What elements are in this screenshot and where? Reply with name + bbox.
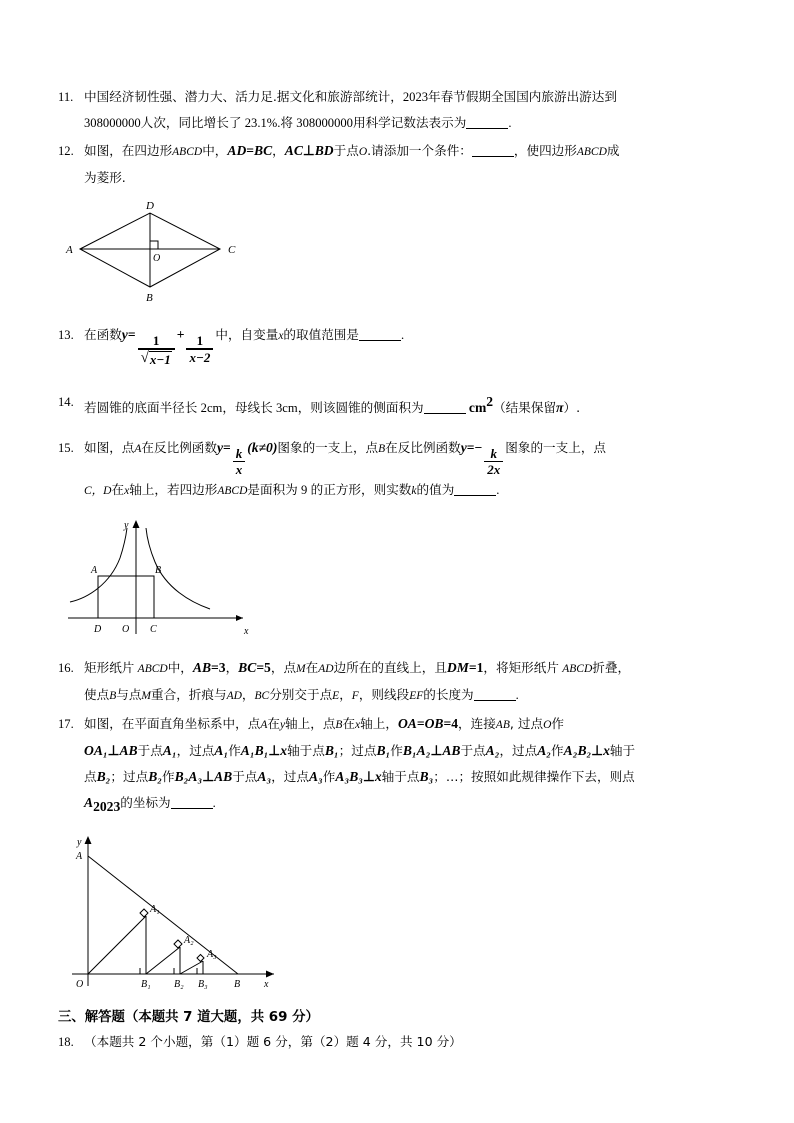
q15-y2: y [460, 439, 467, 455]
q15-y1: y [216, 439, 224, 455]
q17-perp-1: ⊥ [107, 743, 120, 759]
q17-l4-a: 的坐标为 [120, 795, 171, 811]
question-16 [58, 655, 738, 709]
q17-l1-f: ，连接 [458, 716, 496, 732]
q17-l2-i: 作 [551, 743, 564, 759]
q16-ab-lhs: AB [192, 660, 212, 676]
segment-oa1 [88, 916, 146, 974]
q11-number-1: 308000000 [84, 116, 141, 130]
q16-bc-lhs: BC [238, 660, 257, 676]
q16-text-f: 边所在的直线上，且 [333, 660, 447, 676]
q12-line2: 为菱形. [84, 170, 126, 185]
q17-l1-b: 在 [267, 716, 280, 732]
q15-condition: (k≠0) [247, 439, 278, 455]
q12-text-g: 成 [606, 143, 620, 158]
q15-fraction-1 [233, 447, 246, 478]
iterative-perpendiculars-figure [58, 826, 298, 991]
q17-l2-a: 于点 [137, 743, 163, 759]
question-14 [58, 389, 738, 421]
q13-plus: + [176, 327, 185, 342]
q17-l2-c: 作 [228, 743, 241, 759]
figure-12-label-D: D [146, 200, 154, 212]
figure-15-label-x: x [244, 626, 249, 638]
q11-number-2: 308000000 [296, 116, 353, 130]
q16-bc-eq: =5 [256, 660, 271, 676]
question-13 [58, 322, 738, 367]
q13-variable: x [278, 330, 284, 342]
q17-point-b: B [335, 719, 343, 732]
question-16-number: 16. [58, 661, 74, 676]
q16-answer-blank[interactable] [474, 687, 516, 701]
q17-l3-a: 点 [84, 769, 97, 785]
question-12-number: 12. [58, 144, 74, 158]
question-14-body [84, 389, 738, 421]
q12-text-e: .请添加一个条件： [367, 143, 472, 158]
q17-ob: OB [424, 716, 444, 732]
q14-slant: 3cm [276, 400, 298, 415]
right-angle-mark-b1 [140, 968, 146, 974]
q12-quad-2: ABCD [576, 146, 607, 158]
q17-point-a: A [260, 719, 268, 732]
q17-l2-x2: x [603, 743, 610, 759]
figure-17-label-x: x [264, 978, 269, 990]
figure-17-label-B2: B₂ [174, 978, 184, 990]
question-17-number: 17. [58, 717, 74, 732]
q18-text: （本题共 2 个小题，第（1）题 6 分，第（2）题 4 分，共 10 分） [84, 1033, 462, 1049]
q12-text-a: 如图，在四边形 [84, 143, 173, 158]
question-18-number: 18. [58, 1034, 74, 1049]
q16-point-e: E [332, 690, 340, 703]
q17-l2-f: 作 [390, 743, 403, 759]
q14-text-d: （结果保留 [493, 399, 557, 415]
q14-unit-exponent: 2 [486, 393, 494, 409]
q13-answer-blank[interactable] [359, 327, 401, 341]
question-11-number: 11. [58, 90, 74, 104]
figure-15-label-B: B [155, 565, 162, 577]
q12-eq1-lhs: AD [227, 143, 247, 158]
q16-side-ad: AD [318, 663, 334, 676]
q16-ab-eq: =3 [211, 660, 226, 676]
q16-line2-f: ， [339, 687, 352, 703]
figure-17-label-B: B [234, 978, 241, 990]
section-heading: 三、解答题（本题共 7 道大题，共 69 分） [58, 1009, 319, 1025]
q15-text-f: 在 [111, 482, 125, 498]
q17-perp-4: ⊥ [591, 743, 604, 759]
q17-oa1: OA₁ [84, 743, 108, 759]
q13-period: . [400, 328, 405, 342]
q11-text-a: 中国经济韧性强、潜力大、活力足.据文化和旅游部统计， [84, 89, 403, 104]
q17-a3: A₃ [257, 769, 272, 785]
q13-text-a: 在函数 [84, 327, 122, 342]
q16-text-h: 折叠， [592, 660, 631, 676]
q17-l3-perp-1: ⊥ [202, 769, 215, 785]
q15-point-b: B [378, 442, 386, 455]
q15-text-j: 的值为 [416, 482, 455, 498]
q15-eq1: = [223, 439, 231, 455]
figure-12-label-B: B [146, 292, 153, 304]
y-axis-arrow [85, 836, 92, 844]
q13-frac1-denominator [138, 350, 175, 367]
q17-eq2: =4 [443, 716, 459, 732]
q11-percent: 23.1%. [244, 116, 281, 130]
q15-eq2: = [466, 439, 475, 455]
q17-perp-3: ⊥ [430, 743, 443, 759]
q17-period: . [212, 796, 216, 811]
q17-l1-g: , 过点 [509, 716, 544, 732]
q16-dm-eq: =1 [468, 660, 484, 676]
q12-answer-blank[interactable] [472, 143, 514, 157]
figure-15-label-y: y [124, 520, 129, 532]
q17-a1b1: A₁B₁ [240, 743, 269, 759]
q17-point-o: O [543, 719, 552, 732]
q16-line2-a: 使点 [84, 687, 110, 703]
figure-17-wrapper [58, 826, 738, 996]
q17-l2-g: 于点 [460, 743, 486, 759]
q16-period: . [515, 688, 519, 703]
q17-l3-b: ；过点 [110, 769, 149, 785]
figure-17-label-B3: B₃ [198, 978, 208, 990]
q15-fraction-2 [484, 447, 503, 478]
figure-15-label-C: C [150, 624, 157, 636]
q14-answer-blank[interactable] [424, 400, 466, 414]
q17-x-axis: x [355, 719, 361, 732]
q13-radicand: x−1 [149, 351, 171, 367]
q14-text-b: ，母线长 [222, 399, 273, 415]
question-16-body [84, 655, 738, 709]
right-angle-mark-b3 [197, 968, 203, 974]
q17-l2-x: x [280, 743, 288, 759]
q17-a1-b: A₁ [214, 743, 229, 759]
q15-text-i: 的正方形，则实数 [310, 482, 412, 498]
q17-l1-e: 轴上， [360, 716, 398, 732]
q17-l2-e: ；过点 [338, 743, 377, 759]
q15-text-h: 是面积为 [247, 482, 298, 498]
q17-l3-f: 作 [322, 769, 336, 785]
q16-dm-lhs: DM [446, 660, 469, 676]
q17-a2-b: A₂ [537, 743, 552, 759]
q17-l2-b: ，过点 [176, 743, 215, 759]
q14-unit: cm [468, 399, 487, 415]
q12-text-d: 于点 [333, 143, 359, 158]
question-18-body [84, 1029, 738, 1055]
q15-minus: − [474, 439, 483, 455]
figure-12-wrapper [58, 197, 738, 312]
q16-text-d: ，点 [270, 660, 297, 676]
q17-eq1: = [416, 716, 425, 732]
q17-l3-d: 于点 [232, 769, 258, 785]
figure-17-label-y: y [77, 836, 82, 848]
right-angle-mark-b2 [174, 968, 180, 974]
q17-oa: OA [397, 716, 417, 732]
q17-l2-ab: AB [119, 743, 138, 759]
q11-text-c: 人次，同比增长了 [140, 115, 242, 130]
q12-eq2-op: ⊥ [302, 143, 315, 158]
q16-text-g: ，将矩形纸片 [483, 660, 559, 676]
figure-17-label-A: A [76, 850, 83, 862]
figure-15-label-D: D [94, 624, 102, 636]
q13-frac2-denominator: x−2 [189, 349, 211, 365]
q16-point-f: F [351, 690, 359, 703]
q17-b3: B₃ [419, 769, 434, 785]
question-12 [58, 138, 738, 191]
q17-a3b3: A₃B₃ [335, 769, 364, 785]
figure-17-label-O: O [76, 978, 84, 990]
q14-pi: π [556, 399, 564, 415]
question-18 [58, 1029, 738, 1055]
q17-b2a3: B₂A₃ [174, 769, 203, 785]
page-content [58, 84, 738, 1057]
q14-text-c: ，则该圆锥的侧面积为 [297, 399, 424, 415]
q17-l2-ab2: AB [442, 743, 461, 759]
question-17 [58, 711, 738, 820]
figure-12-label-C: C [228, 244, 236, 256]
q13-eq: = [127, 327, 136, 342]
q11-answer-blank[interactable] [466, 115, 508, 129]
q14-text-e: ）. [563, 399, 581, 415]
q11-text-d: 将 [280, 115, 293, 130]
q16-text-c: ， [225, 660, 239, 676]
q16-text-b: 中， [167, 660, 193, 676]
q16-text-a: 矩形纸片 [84, 660, 135, 676]
q14-radius: 2cm [200, 400, 223, 415]
q16-point-m: M [296, 663, 306, 676]
q16-segment-ef: EF [409, 690, 424, 703]
q17-a1: A₁ [162, 743, 177, 759]
q17-l3-ab: AB [214, 769, 233, 785]
q16-line2-h: 的长度为 [423, 687, 474, 703]
figure-12-label-A: A [66, 244, 73, 256]
question-17-body [84, 711, 738, 820]
q11-text-b: 年春节假期全国国内旅游出游达到 [428, 89, 617, 104]
radical-symbol: √ [140, 349, 149, 366]
q17-l1-c: 轴上，点 [285, 716, 336, 732]
q12-eq2-rhs: BD [314, 143, 334, 158]
q16-text-e: 在 [305, 660, 319, 676]
y-axis-arrow [133, 520, 140, 528]
hyperbola-square-figure [58, 510, 268, 640]
q12-text-f: ，使四边形 [513, 143, 577, 158]
q15-axis: x [124, 485, 130, 498]
q15-frac2-denominator: 2x [487, 462, 501, 478]
q12-text-c: ， [272, 143, 285, 158]
q15-quad: ABCD [217, 485, 248, 498]
q17-l2-d: 轴于点 [287, 743, 325, 759]
q15-text-g: 轴上，若四边形 [129, 482, 218, 498]
right-angle-mark-a2 [174, 940, 182, 948]
figure-12-label-O: O [153, 253, 161, 264]
q17-l1-h: 作 [551, 716, 564, 732]
q17-b1: B₁ [324, 743, 339, 759]
q12-point-o: O [358, 146, 368, 158]
segment-b2a3 [180, 961, 203, 974]
q17-b1-b: B₁ [376, 743, 391, 759]
q12-quad-1: ABCD [172, 146, 203, 158]
q15-frac2-numerator: k [490, 445, 498, 461]
q15-frac1-denominator: x [235, 462, 243, 478]
x-axis-arrow [266, 970, 274, 977]
q13-text-c: 的取值范围是 [283, 327, 359, 342]
q15-area: 9 [301, 483, 308, 498]
q16-point-b2: B [109, 690, 117, 703]
q15-points-cd: C，D [84, 485, 112, 498]
q16-rect-2: ABCD [562, 663, 593, 676]
q17-l3-h: ；…；按照如此规律操作下去，则点 [433, 769, 635, 785]
q15-text-b: 在反比例函数 [141, 439, 217, 455]
q16-rect-1: ABCD [137, 663, 168, 676]
figure-15-label-A: A [91, 565, 98, 577]
q16-ad2: AD [226, 690, 242, 703]
segment-b1a2 [146, 947, 180, 974]
rhombus-figure [58, 197, 308, 307]
q17-l3-perp-2: ⊥ [363, 769, 375, 785]
q17-perp-2: ⊥ [268, 743, 281, 759]
q17-l3-g: 轴于点 [381, 769, 420, 785]
q12-eq1-op: = [246, 143, 255, 158]
q17-answer-blank[interactable] [171, 795, 213, 809]
right-angle-mark-a3 [197, 954, 204, 961]
q15-frac1-numerator: k [235, 445, 243, 461]
q17-l3-x: x [374, 769, 382, 785]
q13-fraction-2 [186, 334, 213, 365]
question-15 [58, 435, 738, 505]
q16-line2-e: 分别交于点 [269, 687, 333, 703]
q17-b1a2: B₁A₂ [402, 743, 431, 759]
q16-line2-b: 与点 [116, 687, 142, 703]
q15-text-e: 图象的一支上，点 [505, 439, 607, 455]
q15-text-c: 图象的一支上，点 [277, 439, 379, 455]
q12-eq1-rhs: BC [254, 143, 273, 158]
q16-line2-g: ，则线段 [358, 687, 410, 703]
q12-text-b: 中， [202, 143, 228, 158]
q15-period: . [496, 483, 500, 498]
x-axis-arrow [236, 615, 243, 621]
q13-fraction-1 [138, 334, 175, 367]
q11-text-e: 用科学记数法表示为 [352, 115, 467, 130]
q17-l2-j: 轴于 [609, 743, 636, 759]
q16-point-m2: M [141, 690, 151, 703]
q12-eq2-lhs: AC [284, 143, 303, 158]
q11-period: . [508, 116, 512, 130]
q17-b2-b: B₂ [148, 769, 162, 785]
square-abcd [98, 576, 154, 618]
q17-a2: A₂ [485, 743, 500, 759]
right-angle-mark-a1 [140, 909, 148, 917]
q16-line2-d: ， [241, 687, 255, 703]
q17-a-final-subscript: 2023 [93, 798, 121, 814]
question-11-body [84, 84, 738, 136]
q13-frac1-numerator: 1 [152, 332, 160, 348]
q15-k-variable: k [411, 485, 417, 498]
question-15-number: 15. [58, 440, 74, 455]
sqrt-icon [141, 351, 172, 367]
q15-point-a: A [134, 442, 142, 455]
q11-year: 2023 [402, 90, 429, 104]
figure-17-label-A2: A₂ [184, 934, 194, 946]
q13-frac2-numerator: 1 [196, 332, 204, 348]
question-14-number: 14. [58, 394, 74, 409]
q17-b2: B₂ [96, 769, 111, 785]
question-12-body [84, 138, 738, 191]
q13-y: y [121, 327, 128, 342]
question-15-body [84, 435, 738, 505]
q15-text-a: 如图，点 [84, 439, 135, 455]
figure-15-wrapper [58, 510, 738, 645]
q15-text-d: 在反比例函数 [385, 439, 461, 455]
figure-17-label-A3: A₃ [207, 948, 217, 960]
q17-a-final: A [84, 795, 94, 811]
question-13-number: 13. [58, 328, 74, 342]
figure-15-label-O: O [122, 624, 130, 636]
right-angle-mark [150, 241, 158, 249]
question-11 [58, 84, 738, 136]
figure-17-label-A1: A₁ [150, 903, 160, 915]
q14-text-a: 若圆锥的底面半径长 [84, 399, 198, 415]
q17-a2b2: A₂B₂ [563, 743, 592, 759]
q17-l1-d: 在 [342, 716, 356, 732]
figure-17-label-B1: B₁ [141, 978, 151, 990]
question-13-body [84, 322, 738, 367]
q16-bc2: BC [254, 690, 270, 703]
q13-text-b: 中，自变量 [215, 327, 279, 342]
q17-y-axis: y [279, 719, 286, 732]
q17-l3-c: 作 [162, 769, 175, 785]
q17-ab: AB [495, 719, 510, 732]
q15-answer-blank[interactable] [454, 482, 496, 496]
q16-line2-c: 重合，折痕与 [151, 687, 227, 703]
q17-l2-h: ，过点 [499, 743, 538, 759]
q17-a3-b: A₃ [308, 769, 323, 785]
q17-l1-a: 如图，在平面直角坐标系中，点 [84, 716, 261, 732]
q17-l3-e: ，过点 [271, 769, 309, 785]
